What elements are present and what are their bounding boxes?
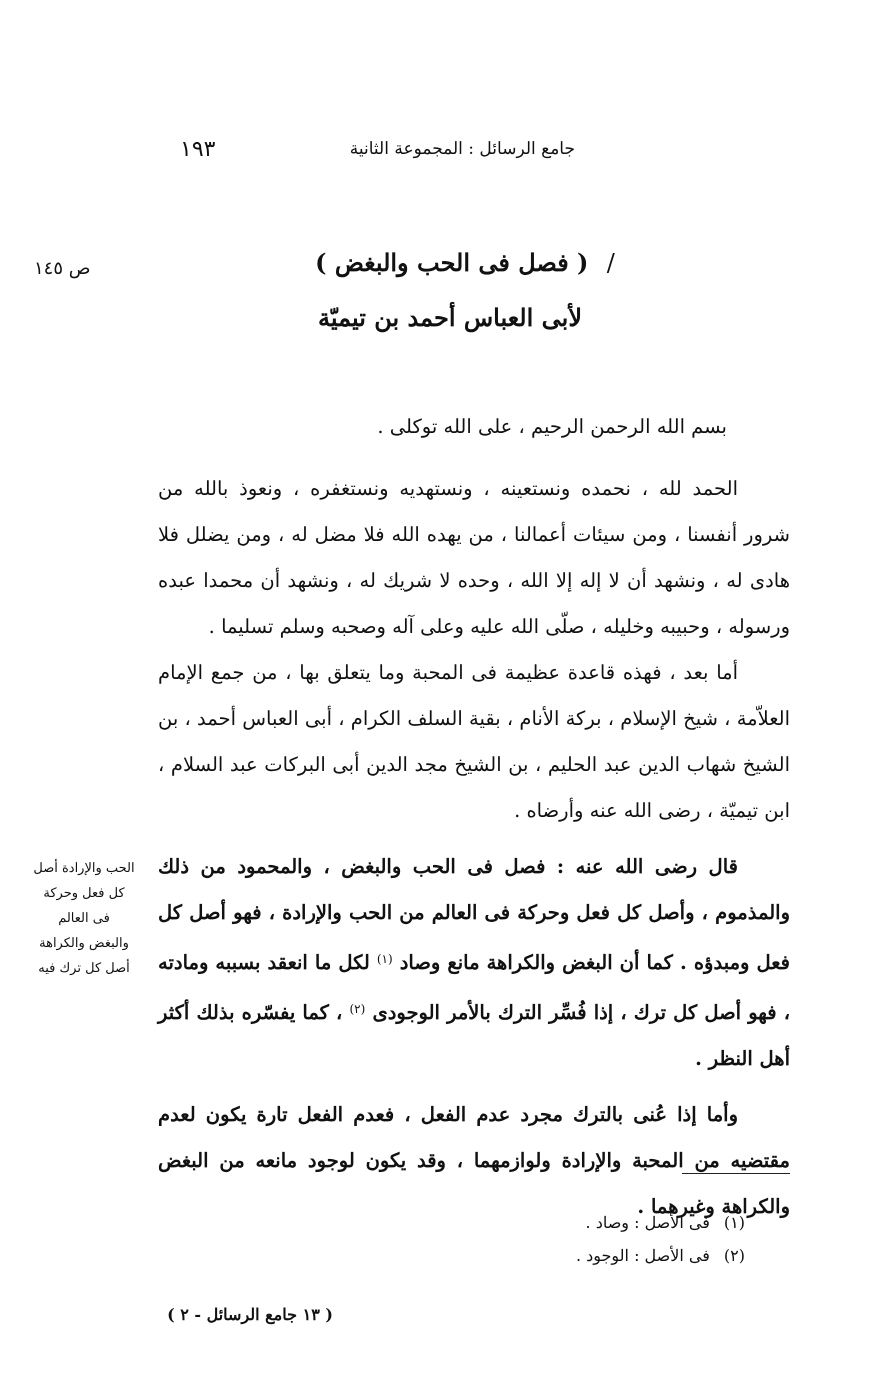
footnote-number: (٢) — [723, 1246, 745, 1265]
body-text — [158, 404, 790, 1230]
paragraph-intro: أما بعد ، فهذه قاعدة عظيمة فى المحبة وما يتعلق بها ، من جمع الإمام العلاّمة ، شيخ الإسلام ، بركة الأنام ، بقية السلف الكرام ، أبى العباس أحمد ، بن الشيخ شهاب الدين عبد الحليم ، بن الشيخ مجد الدين أبى البركات عبد السلام ، ابن تيميّة ، رضى الله عنه وأرضاه . — [158, 661, 790, 822]
basmala: بسم الله الرحمن الرحيم ، على الله توكلى . — [377, 415, 727, 438]
footnote-2 — [500, 1239, 745, 1272]
margin-page-reference: ص ١٤٥ — [34, 258, 91, 279]
author-line: لأبى العباس أحمد بن تيميّة — [317, 303, 583, 332]
paragraph-last: وأما إذا عُنى بالترك مجرد عدم الفعل ، فعدم الفعل تارة يكون لعدم مقتضيه من المحبة والإرادة ولوازمهما ، وقد يكون لوجود مانعه من البغض والكراهة وغيرهما . — [158, 1103, 790, 1218]
footnote-ref-2[interactable]: (٢) — [349, 1002, 366, 1016]
chapter-heading: ( فصل فى الحب والبغض ) — [315, 248, 589, 277]
footnote-1 — [500, 1206, 745, 1239]
margin-note-line: أصل كل ترك فيه — [38, 961, 130, 976]
footnote-text: فى الأصل : الوجود . — [575, 1246, 710, 1265]
main-text-2: لكل ما انعقد بسببه ومادته ، فهو أصل كل ترك ، إذا فُسِّر الترك بالأمر الوجودى — [158, 951, 791, 1024]
paragraph-hamd: الحمد لله ، نحمده ونستعينه ، ونستهديه ونستغفره ، ونعوذ بالله من شرور أنفسنا ، ومن سيئات أعمالنا ، من يهده الله فلا مضل له ، ومن يضلل فلا هادى له ، ونشهد أن لا إله إلا الله ، وحده لا شريك له ، ونشهد أن محمدا عبده ورسوله ، وحبيبه وخليله ، صلّى الله عليه وعلى آله وصحبه وسلم تسليما . — [158, 477, 790, 638]
printer-signature: ( ١٣ جامع الرسائل - ٢ ) — [167, 1305, 333, 1324]
main-text-3: ، كما يفسّره بذلك أكثر أهل النظر . — [158, 1001, 790, 1070]
paragraph-main — [158, 844, 790, 1082]
margin-note-line: والبغض والكراهة — [39, 936, 129, 951]
margin-note — [28, 856, 140, 981]
footnote-ref-1[interactable]: (١) — [376, 952, 393, 966]
footnote-number: (١) — [723, 1213, 745, 1232]
running-title: جامع الرسائل : المجموعة الثانية — [349, 139, 575, 159]
footnotes — [500, 1206, 745, 1272]
footnote-divider — [682, 1173, 790, 1174]
margin-note-line: فى العالم — [58, 911, 110, 926]
page-number: ١٩٣ — [180, 136, 216, 162]
running-head — [180, 134, 575, 164]
footnote-text: فى الأصل : وصاد . — [585, 1213, 710, 1232]
margin-note-line: كل فعل وحركة — [43, 886, 125, 901]
margin-note-line: الحب والإرادة أصل — [33, 861, 135, 876]
page-break-marker: / — [606, 249, 615, 277]
main-text-1: قال رضى الله عنه : فصل فى الحب والبغض ، والمحمود من ذلك والمذموم ، وأصل كل فعل وحركة فى العالم من الحب والإرادة ، فهو أصل كل فعل ومبدؤه . كما أن البغض والكراهة مانع وصاد — [158, 855, 790, 974]
chapter-title — [300, 248, 630, 277]
